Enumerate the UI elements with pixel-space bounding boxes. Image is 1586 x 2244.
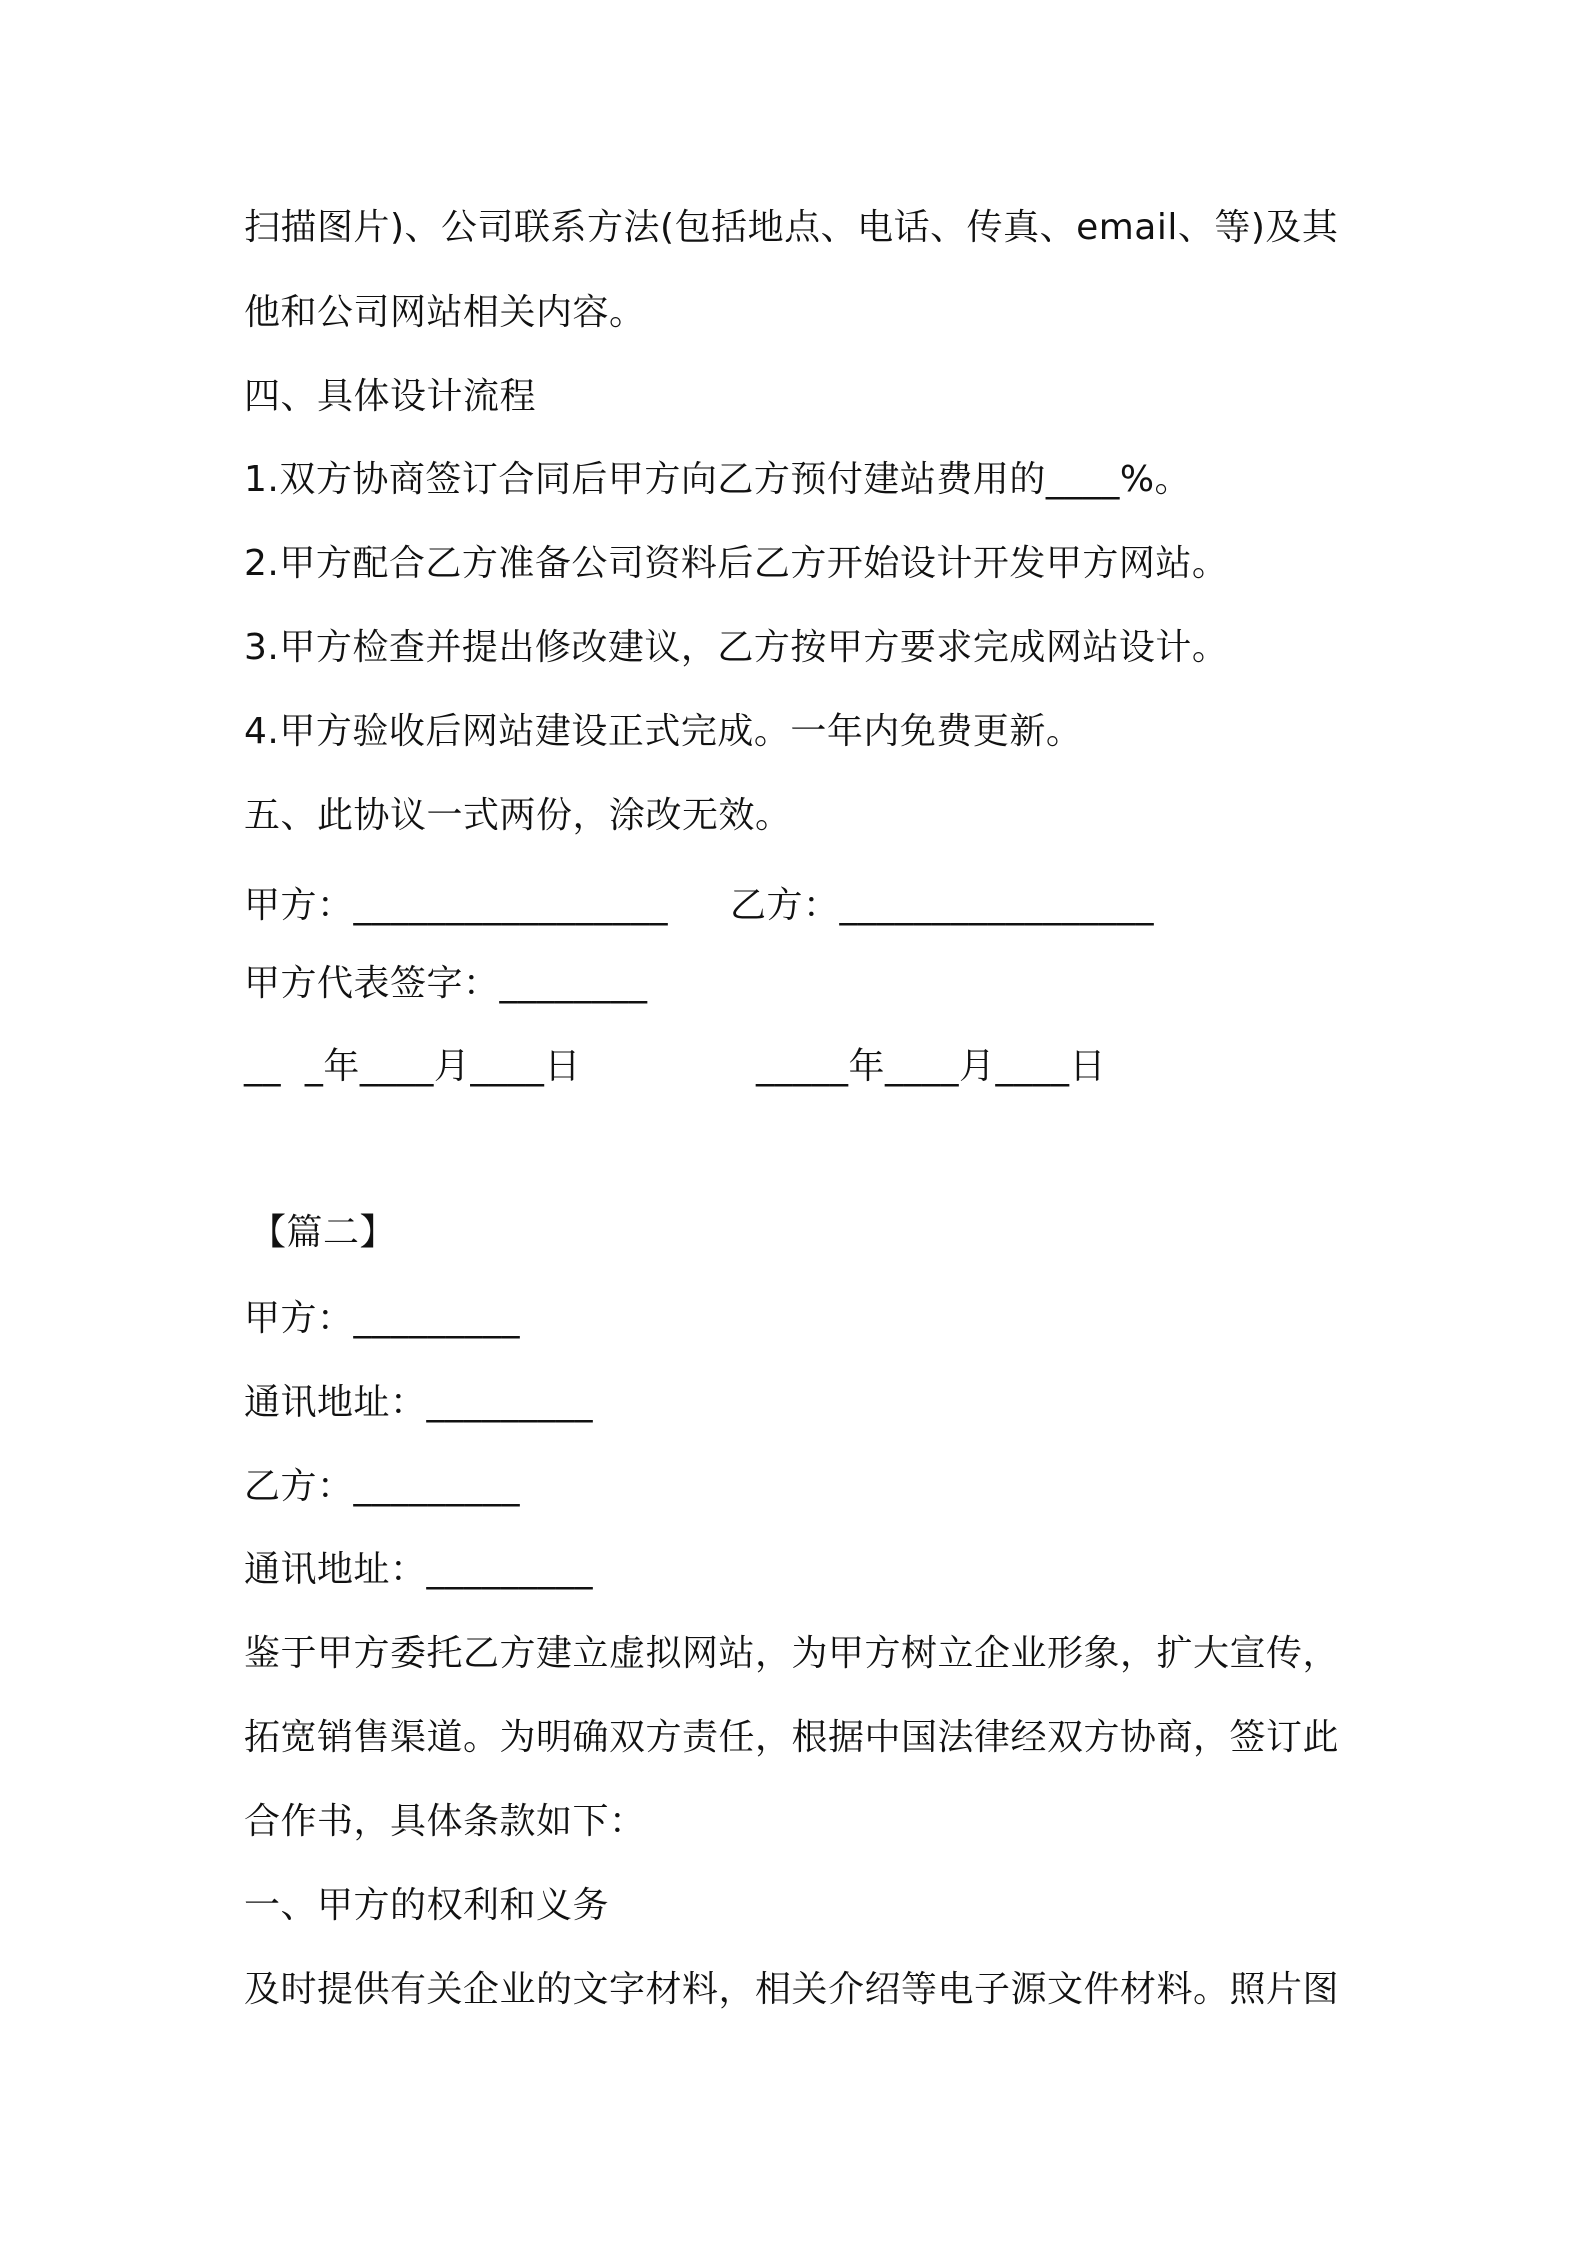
section-heading: 五、此协议一式两份，涂改无效。 <box>244 795 792 836</box>
section-title: 【篇二】 <box>250 1212 397 1253</box>
party-a-field: 甲方：_________ <box>244 1298 521 1339</box>
section-heading: 一、甲方的权利和义务 <box>244 1885 610 1926</box>
party-b-field: 乙方：_________ <box>244 1466 521 1507</box>
text-line: 3.甲方检查并提出修改建议，乙方按甲方要求完成网站设计。 <box>244 627 1229 668</box>
text-line: 拓宽销售渠道。为明确双方责任，根据中国法律经双方协商，签订此 <box>244 1717 1340 1758</box>
date-line-left: __ _年____月____日 <box>244 1046 581 1087</box>
party-b-signature-line: 乙方：_________________ <box>730 885 1155 926</box>
text-line: 鉴于甲方委托乙方建立虚拟网站，为甲方树立企业形象，扩大宣传， <box>244 1633 1340 1674</box>
text-line: 4.甲方验收后网站建设正式完成。一年内免费更新。 <box>244 711 1083 752</box>
section-heading: 四、具体设计流程 <box>244 376 537 417</box>
text-line: 合作书，具体条款如下： <box>244 1801 646 1842</box>
text-line: 及时提供有关企业的文字材料，相关介绍等电子源文件材料。照片图 <box>244 1969 1340 2010</box>
address-field: 通讯地址：_________ <box>244 1549 594 1590</box>
text-line: 2.甲方配合乙方准备公司资料后乙方开始设计开发甲方网站。 <box>244 543 1229 584</box>
text-line: 他和公司网站相关内容。 <box>244 292 646 333</box>
representative-signature-line: 甲方代表签字：________ <box>244 963 648 1004</box>
text-line: 1.双方协商签订合同后甲方向乙方预付建站费用的____%。 <box>244 459 1192 500</box>
address-field: 通讯地址：_________ <box>244 1382 594 1423</box>
party-a-signature-line: 甲方：_________________ <box>244 885 669 926</box>
date-line-right: _____年____月____日 <box>756 1046 1107 1087</box>
text-line: 扫描图片)、公司联系方法(包括地点、电话、传真、email、等)及其 <box>244 207 1339 248</box>
